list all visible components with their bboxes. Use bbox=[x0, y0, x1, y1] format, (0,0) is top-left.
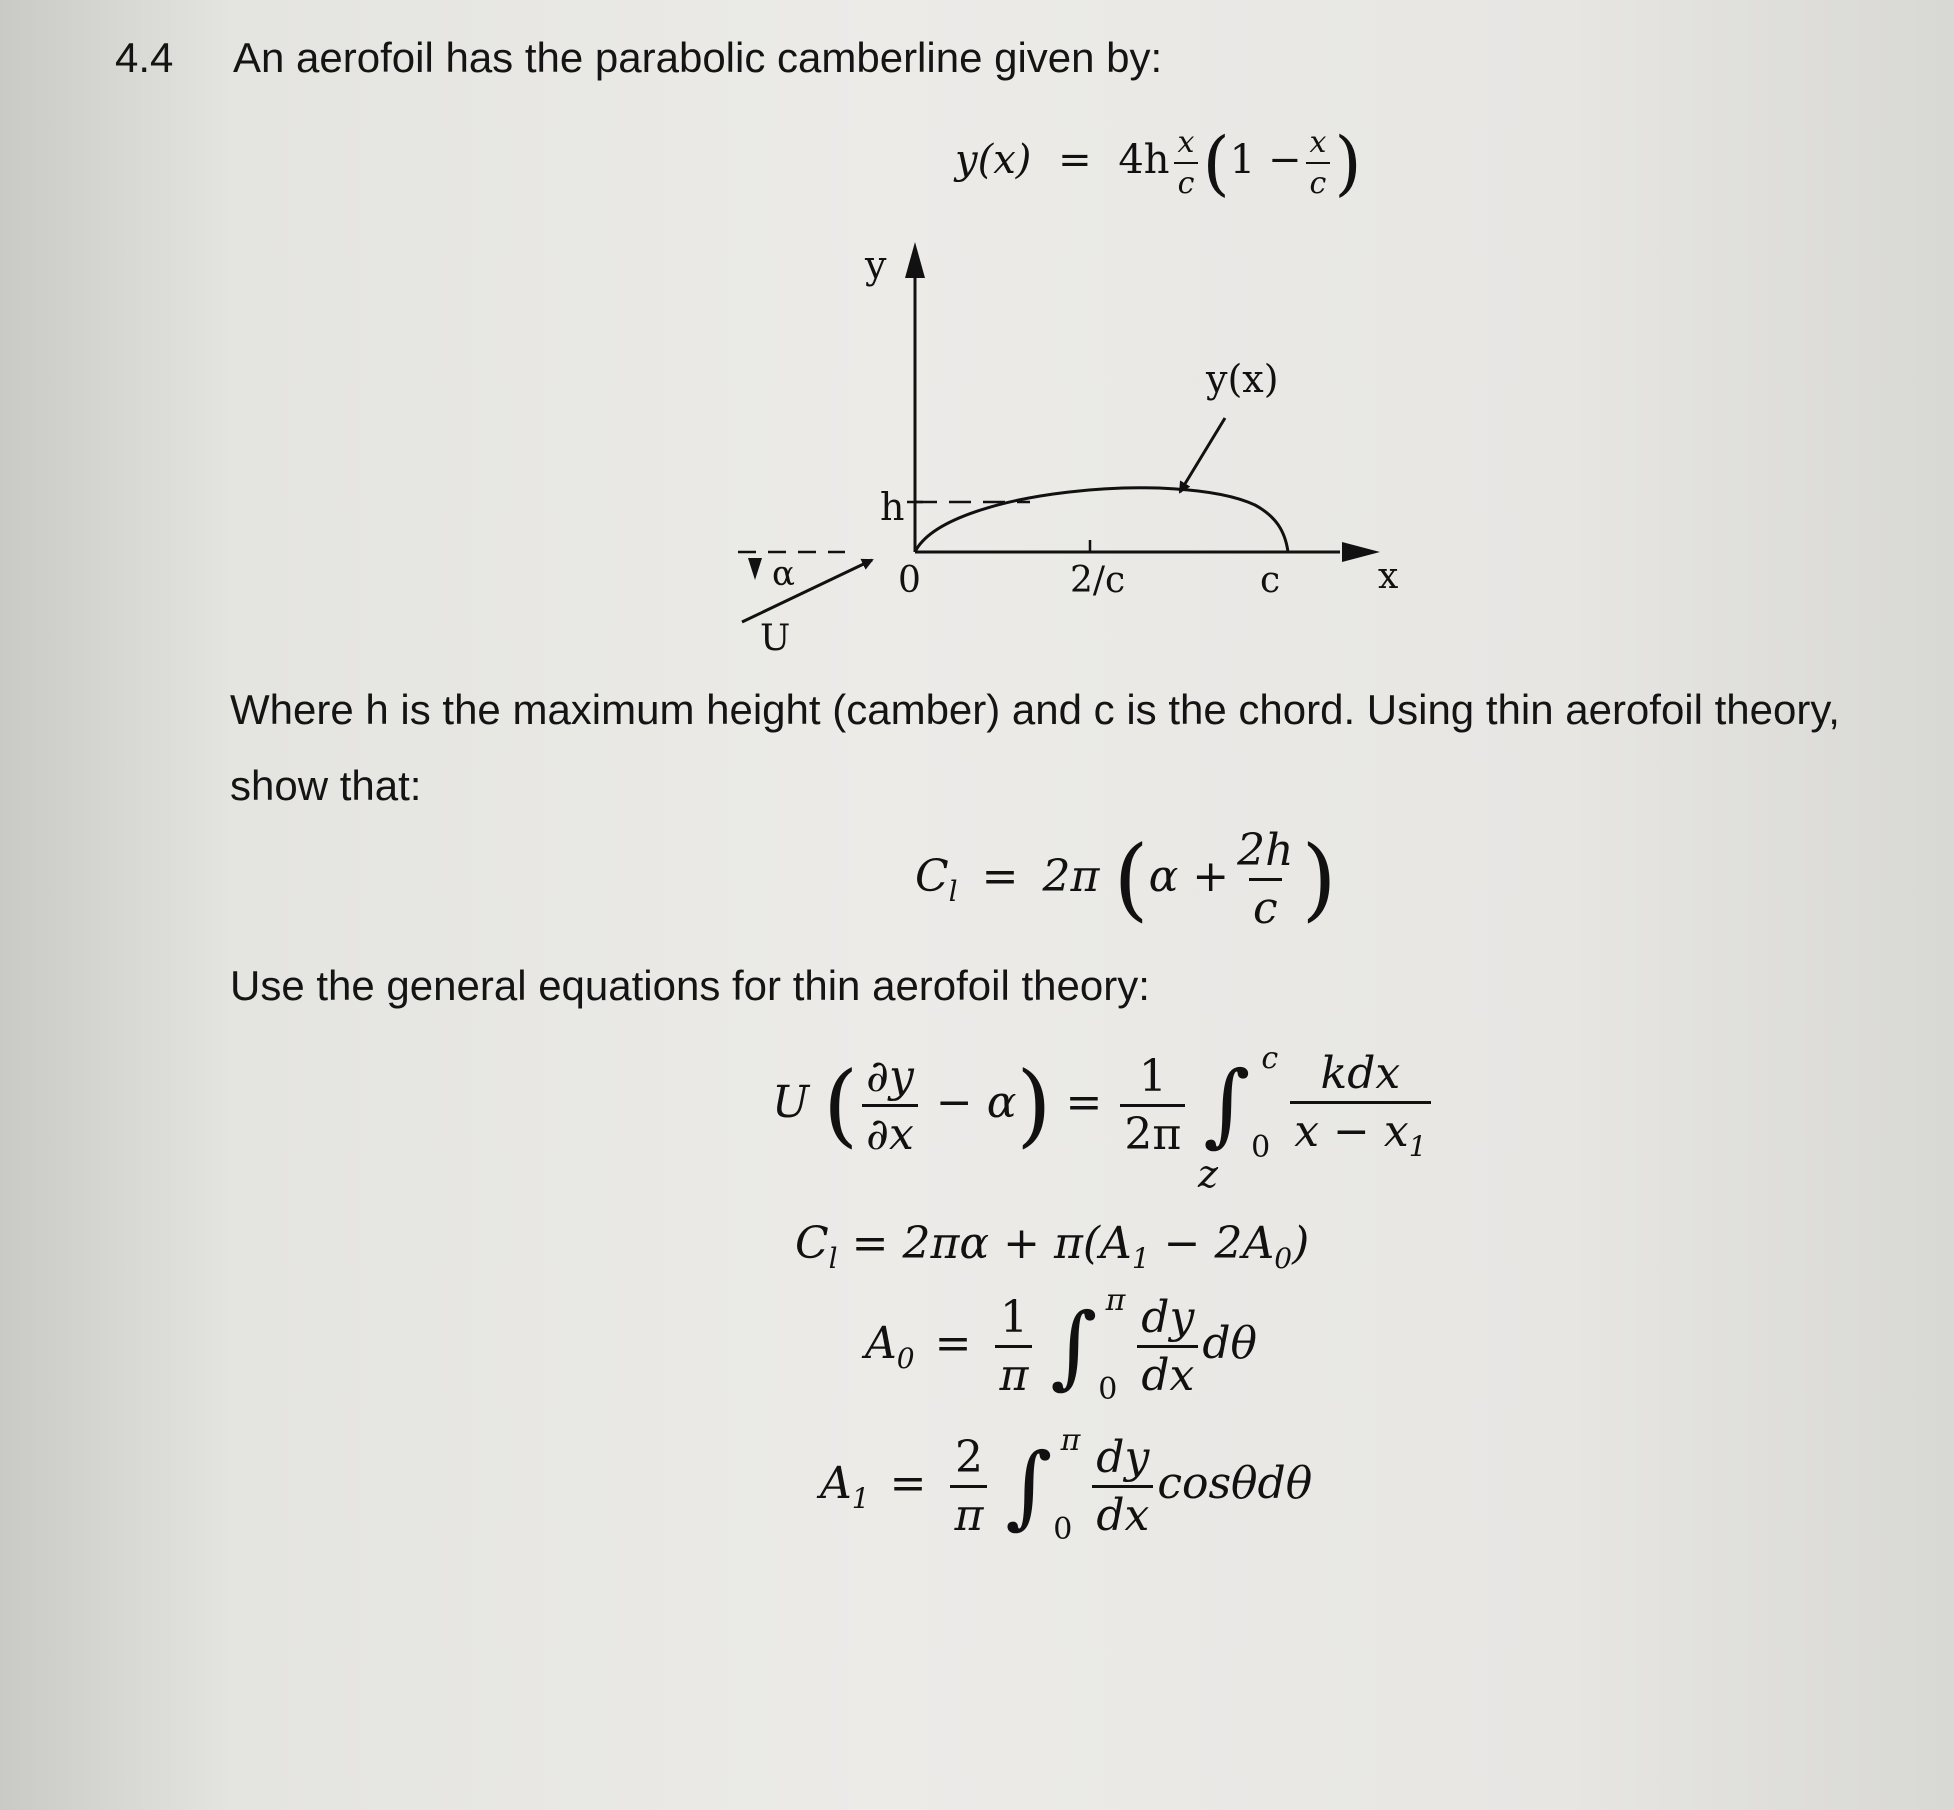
eq2-lhs: C bbox=[795, 1218, 829, 1269]
h-label: h bbox=[880, 485, 905, 529]
mid-label: 2/c bbox=[1070, 560, 1126, 601]
eq3-coef-den: π bbox=[995, 1345, 1032, 1401]
eq4-dx: dx bbox=[1092, 1485, 1153, 1541]
camberline-diagram bbox=[700, 230, 1420, 670]
target-lparen: ( bbox=[1113, 826, 1149, 932]
eq1-eq: = bbox=[1065, 1076, 1103, 1128]
target-equation bbox=[915, 825, 1337, 934]
eq4-coef-num: 2 bbox=[954, 1432, 983, 1483]
eq2-mid: − 2A bbox=[1149, 1218, 1275, 1269]
camber-eq: = bbox=[1058, 137, 1092, 183]
target-lhs: C bbox=[915, 851, 949, 902]
eq3-derivative bbox=[1137, 1292, 1198, 1401]
eq4-derivative bbox=[1092, 1432, 1153, 1541]
question-number: 4.4 bbox=[115, 34, 174, 81]
description-line-1: Where h is the maximum height (camber) and c is the chord. Using thin aerofoil theory, bbox=[230, 686, 1840, 733]
eq1-integral: ∫ c 0 bbox=[1203, 1041, 1279, 1166]
eq2-a0-sub: 0 bbox=[1274, 1241, 1293, 1275]
eq3-dy: dy bbox=[1141, 1292, 1195, 1343]
camber-frac-2 bbox=[1305, 125, 1330, 201]
eq1-rparen: ) bbox=[1016, 1052, 1052, 1158]
eq1-lower: 0 bbox=[1251, 1130, 1271, 1166]
equation-2 bbox=[795, 1218, 1309, 1275]
camber-frac-2-den: c bbox=[1306, 162, 1331, 201]
eq4-tail: cosθdθ bbox=[1157, 1458, 1313, 1509]
question-intro: An aerofoil has the parabolic camberline given by: bbox=[233, 34, 1163, 81]
eq4-eq: = bbox=[889, 1458, 927, 1509]
camber-lhs: y(x) bbox=[955, 137, 1032, 183]
eq4-coef-den: π bbox=[950, 1485, 987, 1541]
eq4-lower: 0 bbox=[1053, 1511, 1073, 1547]
camber-frac-1-den: c bbox=[1174, 162, 1199, 201]
eq1-alpha: α bbox=[986, 1076, 1017, 1128]
equation-4 bbox=[820, 1422, 1313, 1547]
freestream-arrow bbox=[742, 560, 872, 622]
x-axis-label: x bbox=[1378, 556, 1399, 597]
camber-one: 1 bbox=[1229, 137, 1256, 183]
alpha-label: α bbox=[772, 554, 795, 594]
eq4-lhs-sub: 1 bbox=[851, 1481, 870, 1515]
y-axis-label: y bbox=[865, 243, 887, 287]
y-axis-arrow bbox=[905, 242, 925, 278]
eq4-dy: dy bbox=[1096, 1432, 1150, 1483]
eq4-coef bbox=[950, 1432, 987, 1541]
target-rparen: ) bbox=[1301, 826, 1337, 932]
eq4-lhs: A bbox=[820, 1458, 852, 1509]
eq3-integral: ∫ π 0 bbox=[1050, 1282, 1126, 1407]
camber-coef: 4h bbox=[1118, 137, 1170, 183]
eq2-end: ) bbox=[1292, 1218, 1310, 1269]
camber-lparen: ( bbox=[1202, 122, 1230, 204]
alpha-arc-arrow bbox=[748, 558, 762, 580]
eq1-upper: c bbox=[1261, 1041, 1279, 1077]
description-line-2: show that: bbox=[230, 762, 422, 809]
camber-minus: − bbox=[1267, 137, 1302, 183]
equation-1 bbox=[772, 1041, 1435, 1166]
eq1-den-sub: 1 bbox=[1408, 1129, 1427, 1163]
eq1-coef-num: 1 bbox=[1138, 1050, 1167, 1102]
eq3-lower: 0 bbox=[1098, 1371, 1118, 1407]
target-alpha: α bbox=[1148, 851, 1179, 902]
eq1-lparen: ( bbox=[823, 1052, 859, 1158]
x-axis-arrow bbox=[1342, 542, 1380, 562]
eq1-minus: − bbox=[935, 1076, 973, 1128]
target-frac bbox=[1233, 825, 1297, 934]
target-frac-num: 2h bbox=[1237, 825, 1294, 876]
eq3-eq: = bbox=[934, 1318, 972, 1369]
eq1-integrand-num: kdx bbox=[1320, 1048, 1401, 1099]
eq1-integrand-den bbox=[1290, 1101, 1430, 1163]
eq4-integral: ∫ π 0 bbox=[1005, 1422, 1081, 1547]
eq1-U: U bbox=[772, 1076, 810, 1128]
eq3-lhs-sub: 0 bbox=[896, 1341, 915, 1375]
camber-frac-2-num: x bbox=[1309, 125, 1327, 160]
curve-pointer bbox=[1180, 418, 1225, 492]
eq1-dx: ∂x bbox=[862, 1104, 918, 1160]
eq4-upper: π bbox=[1060, 1422, 1081, 1458]
eq1-coef bbox=[1120, 1051, 1185, 1160]
eq1-dy: ∂y bbox=[866, 1050, 914, 1102]
general-intro: Use the general equations for thin aerofoil theory: bbox=[230, 962, 1150, 1009]
camber-frac-1-num: x bbox=[1177, 125, 1195, 160]
camber-frac-1 bbox=[1174, 125, 1199, 201]
eq3-coef bbox=[995, 1292, 1032, 1401]
eq3-coef-num: 1 bbox=[999, 1292, 1028, 1343]
eq2-rhs: = 2πα + π(A bbox=[851, 1218, 1132, 1269]
eq1-z: z bbox=[1198, 1152, 1219, 1196]
origin-label: 0 bbox=[898, 560, 921, 601]
target-frac-den: c bbox=[1249, 878, 1282, 934]
eq1-den-text: x − x bbox=[1294, 1106, 1409, 1157]
eq2-lhs-sub: l bbox=[828, 1241, 838, 1275]
target-plus: + bbox=[1192, 851, 1230, 902]
eq1-integrand bbox=[1290, 1048, 1430, 1163]
target-eq: = bbox=[981, 851, 1019, 902]
eq3-upper: π bbox=[1105, 1282, 1126, 1318]
camberline-curve bbox=[915, 488, 1288, 552]
curve-label: y(x) bbox=[1206, 357, 1279, 401]
eq1-coef-den: 2π bbox=[1120, 1104, 1185, 1160]
c-label: c bbox=[1260, 560, 1281, 601]
eq1-derivative bbox=[862, 1051, 918, 1160]
eq3-tail: dθ bbox=[1202, 1318, 1257, 1369]
camber-equation bbox=[955, 122, 1362, 204]
eq3-lhs: A bbox=[865, 1318, 897, 1369]
equation-3 bbox=[865, 1282, 1257, 1407]
target-two-pi: 2π bbox=[1042, 851, 1100, 902]
eq2-a1-sub: 1 bbox=[1131, 1241, 1150, 1275]
target-lhs-sub: l bbox=[948, 874, 958, 908]
freestream-label: U bbox=[760, 618, 791, 659]
camber-rparen: ) bbox=[1334, 122, 1362, 204]
eq3-dx: dx bbox=[1137, 1345, 1198, 1401]
